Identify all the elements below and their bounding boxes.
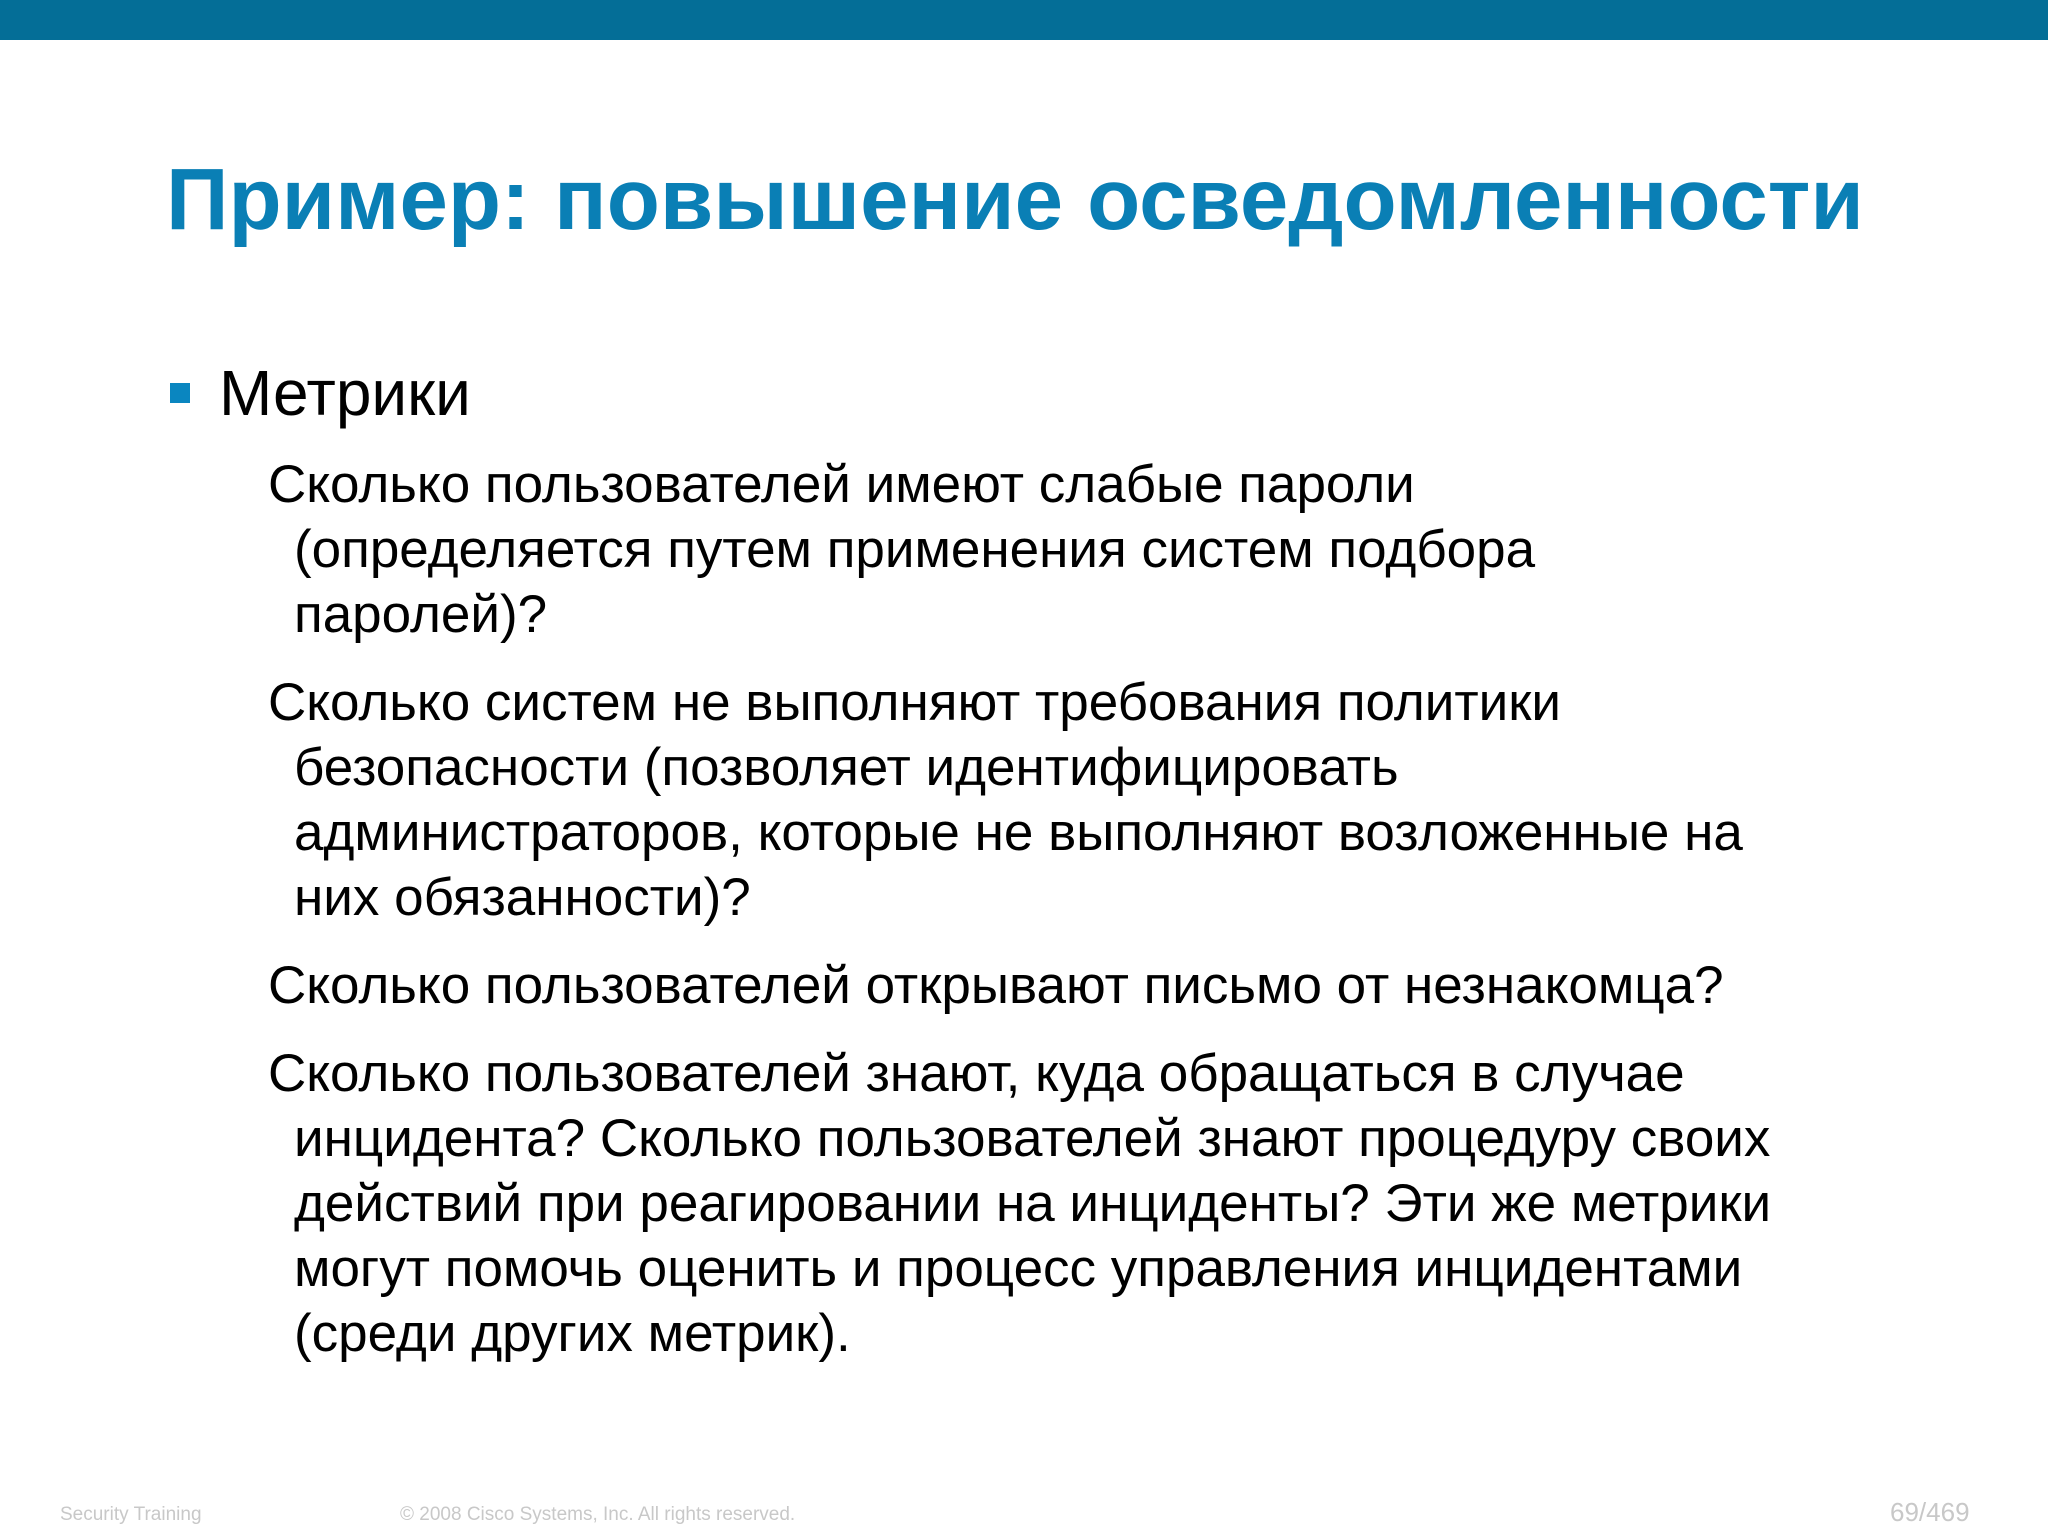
footer-copyright: © 2008 Cisco Systems, Inc. All rights reserved. xyxy=(400,1504,796,1525)
footer-course-name: Security Training xyxy=(60,1504,202,1525)
sub-item-line: (среди других метрик). xyxy=(294,1304,851,1363)
top-accent-bar xyxy=(0,0,2048,40)
sub-item-line: Сколько пользователей имеют слабые пароли xyxy=(268,455,1415,514)
bullet-square-icon xyxy=(170,383,190,403)
sub-item-list xyxy=(268,452,2008,1389)
sub-item-line: Сколько систем не выполняют требования политики xyxy=(268,673,1562,732)
sub-item xyxy=(268,1041,2008,1366)
sub-item-line: безопасности (позволяет идентифицировать xyxy=(294,738,1399,797)
sub-item xyxy=(268,452,2008,647)
sub-item-line: инцидента? Сколько пользователей знают процедуру своих xyxy=(294,1109,1771,1168)
sub-item-line: них обязанности)? xyxy=(294,868,751,927)
bullet-text: Метрики xyxy=(219,357,471,429)
sub-item-line: паролей)? xyxy=(294,585,548,644)
sub-item xyxy=(268,953,2008,1018)
sub-item-line: (определяется путем применения систем подбора xyxy=(294,520,1536,579)
sub-item-line: действий при реагировании на инциденты? Эти же метрики xyxy=(294,1174,1772,1233)
sub-item-line: Сколько пользователей знают, куда обращаться в случае xyxy=(268,1044,1685,1103)
page-number: 69/469 xyxy=(1890,1497,1970,1527)
sub-item-line: Сколько пользователей открывают письмо от незнакомца? xyxy=(268,956,1724,1015)
slide-title: Пример: повышение осведомленности xyxy=(166,151,1864,248)
bullet-item xyxy=(170,353,471,433)
sub-item xyxy=(268,670,2008,930)
sub-item-line: могут помочь оценить и процесс управления инцидентами xyxy=(294,1239,1743,1298)
sub-item-line: администраторов, которые не выполняют возложенные на xyxy=(294,803,1743,862)
